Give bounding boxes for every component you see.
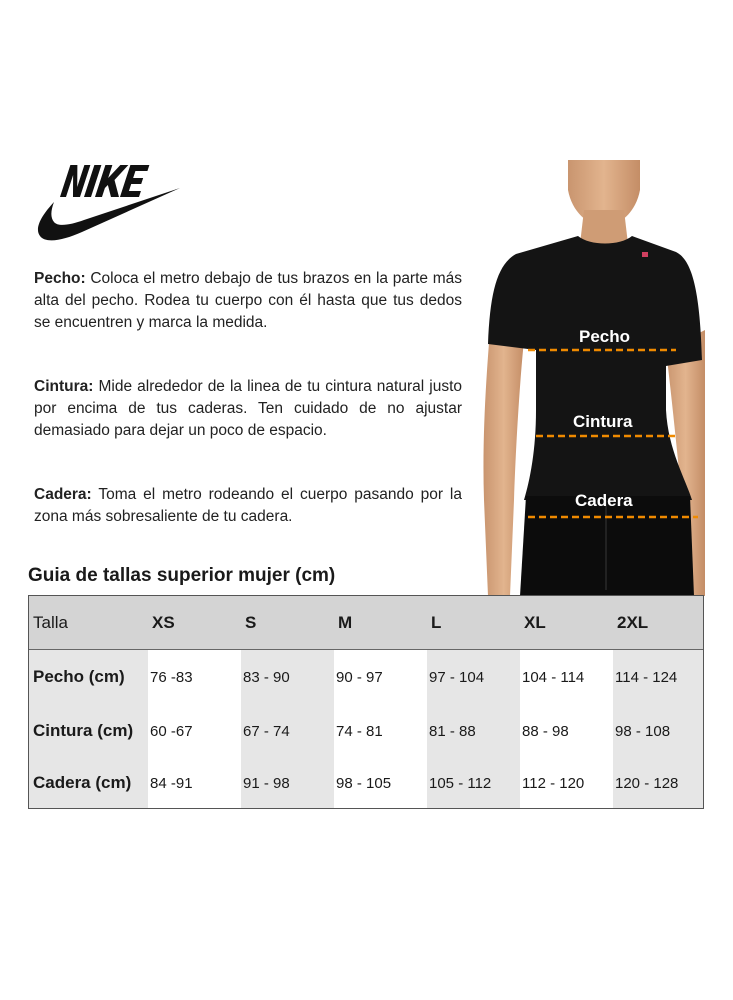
model-figure (480, 160, 705, 596)
header-size-l: L (431, 612, 442, 632)
cintura-term: Cintura: (34, 378, 94, 395)
table-cell: 74 - 81 (336, 722, 383, 740)
table-cell: 91 - 98 (241, 758, 334, 808)
model-illustration (480, 160, 705, 596)
nike-logo (32, 160, 182, 245)
row-label-cintura: Cintura (cm) (29, 704, 148, 758)
cintura-description (34, 376, 462, 442)
size-table-title: Guia de tallas superior mujer (cm) (28, 565, 336, 586)
table-cell: 84 -91 (150, 774, 193, 792)
table-cell: 88 - 98 (522, 722, 569, 740)
header-size-xl: XL (524, 612, 546, 632)
header-size-2xl: 2XL (617, 612, 649, 632)
table-cell: 120 - 128 (613, 758, 703, 808)
cintura-text: Mide alrededor de la linea de tu cintura natural justo por encima de tus caderas. Ten cuidado de no ajustar demasiado para dejar un poco de espacio. (34, 378, 462, 439)
table-cell: 97 - 104 (427, 650, 520, 704)
table-cell: 90 - 97 (336, 668, 383, 686)
table-cell: 105 - 112 (427, 758, 520, 808)
row-label-pecho: Pecho (cm) (29, 650, 148, 704)
row-label-cadera: Cadera (cm) (29, 758, 148, 808)
table-cell: 83 - 90 (241, 650, 334, 704)
header-size-xs: XS (152, 612, 175, 632)
cadera-term: Cadera: (34, 486, 92, 503)
table-cell: 60 -67 (150, 722, 193, 740)
table-cell: 76 -83 (150, 668, 193, 686)
table-row (29, 650, 703, 704)
figure-label-cintura: Cintura (573, 412, 633, 431)
table-row (29, 758, 703, 808)
pecho-description (34, 268, 462, 334)
table-cell: 114 - 124 (613, 650, 703, 704)
table-cell: 112 - 120 (522, 774, 585, 792)
table-cell: 98 - 108 (613, 704, 703, 758)
pecho-term: Pecho: (34, 270, 86, 287)
figure-label-cadera: Cadera (575, 491, 633, 510)
header-size-s: S (245, 612, 257, 632)
table-cell: 98 - 105 (336, 774, 392, 792)
nike-swoosh-icon (32, 160, 182, 245)
table-cell: 104 - 114 (522, 668, 585, 686)
table-cell: 67 - 74 (241, 704, 334, 758)
figure-label-pecho: Pecho (579, 327, 631, 346)
header-size-m: M (338, 612, 353, 632)
table-cell: 81 - 88 (427, 704, 520, 758)
cadera-text: Toma el metro rodeando el cuerpo pasando por la zona más sobresaliente de tu cadera. (34, 486, 462, 525)
size-table (28, 595, 704, 809)
cadera-description (34, 484, 462, 528)
pecho-text: Coloca el metro debajo de tus brazos en la parte más alta del pecho. Rodea tu cuerpo con él hasta que tus dedos se encuentren y marca la medida. (34, 270, 462, 331)
table-header-row (29, 596, 703, 650)
table-row (29, 704, 703, 758)
header-talla: Talla (33, 612, 68, 632)
